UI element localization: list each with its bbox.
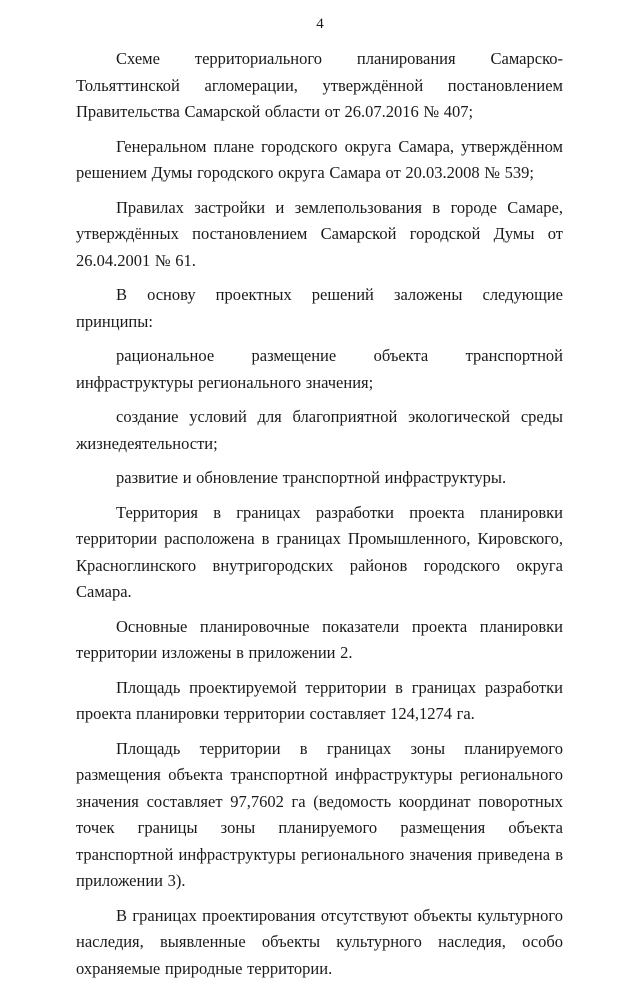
paragraph-territory-location: Территория в границах разработки проекта планировки территории расположена в границах Промышленного, Кировского, Красноглинского внутригородских районов городского округа Самара. xyxy=(76,502,563,601)
paragraph-principle-environment: создание условий для благоприятной экологической среды жизнедеятельности; xyxy=(76,407,563,453)
paragraph-territorial-scheme: Схеме территориального планирования Самарско-Тольяттинской агломерации, утверждённой постановлением Правительства Самарской области от 26.07.2016 № 407; xyxy=(76,49,563,121)
paragraph-principles-intro: В основу проектных решений заложены следующие принципы: xyxy=(76,285,563,331)
paragraph-principle-development: развитие и обновление транспортной инфраструктуры. xyxy=(116,468,507,487)
paragraph-project-area: Площадь проектируемой территории в границах разработки проекта планировки территории составляет 124,1274 га. xyxy=(76,677,563,723)
paragraph-zoning-rules: Правилах застройки и землепользования в городе Самаре, утверждённых постановлением Самарской городской Думы от 26.04.2001 № 61. xyxy=(76,197,563,270)
paragraph-principle-placement: рациональное размещение объекта транспортной инфраструктуры регионального значения; xyxy=(76,346,563,392)
paragraph-general-plan: Генеральном плане городского округа Самара, утверждённом решением Думы городского округа Самара от 20.03.2008 № 539; xyxy=(76,136,563,182)
paragraph-planning-indicators: Основные планировочные показатели проекта планировки территории изложены в приложении 2. xyxy=(76,616,563,662)
page-number: 4 xyxy=(316,16,324,32)
paragraph-zone-area: Площадь территории в границах зоны планируемого размещения объекта транспортной инфраструктуры регионального значения составляет 97,7602 га (ведомость координат поворотных точек границы зоны планируемого размещения объекта транспортной инфраструктуры регионального значения приведена в приложении 3). xyxy=(76,738,563,890)
document-body xyxy=(76,46,563,990)
paragraph-cultural-heritage: В границах проектирования отсутствуют объекты культурного наследия, выявленные объекты культурного наследия, особо охраняемые природные территории. xyxy=(76,905,563,978)
